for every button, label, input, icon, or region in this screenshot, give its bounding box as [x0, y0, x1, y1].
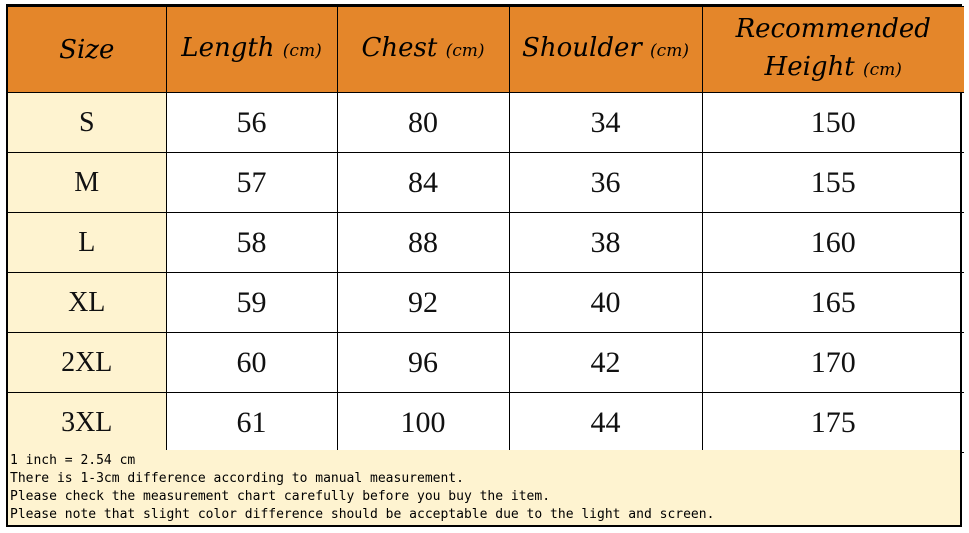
chest-cell: 92 [337, 273, 509, 333]
shoulder-cell: 36 [509, 153, 702, 213]
length-cell: 57 [166, 153, 337, 213]
table-row [8, 93, 964, 153]
size-chart [6, 4, 962, 527]
size-cell: 3XL [8, 393, 166, 453]
chest-cell: 100 [337, 393, 509, 453]
size-cell: XL [8, 273, 166, 333]
notes-panel [8, 450, 960, 525]
shoulder-cell: 34 [509, 93, 702, 153]
header-size [8, 7, 166, 93]
table-row [8, 153, 964, 213]
header-size-label: Size [59, 34, 115, 65]
height-cell: 170 [702, 333, 964, 393]
note-line: There is 1-3cm difference according to manual measurement. [10, 471, 464, 486]
height-cell: 175 [702, 393, 964, 453]
header-shoulder [509, 7, 702, 93]
height-cell: 155 [702, 153, 964, 213]
chest-cell: 84 [337, 153, 509, 213]
shoulder-cell: 44 [509, 393, 702, 453]
length-cell: 56 [166, 93, 337, 153]
table-row [8, 213, 964, 273]
header-row [8, 7, 964, 93]
chest-cell: 96 [337, 333, 509, 393]
header-length-unit: (cm) [282, 41, 322, 61]
note-line: Please note that slight color difference should be acceptable due to the light and screen. [10, 507, 715, 522]
header-shoulder-label: Shoulder [522, 33, 642, 63]
table-row [8, 333, 964, 393]
size-table [8, 6, 964, 453]
size-cell: M [8, 153, 166, 213]
size-cell: L [8, 213, 166, 273]
header-shoulder-unit: (cm) [650, 41, 689, 61]
shoulder-cell: 40 [509, 273, 702, 333]
header-height-unit: (cm) [863, 60, 902, 80]
header-chest-label: Chest [361, 33, 438, 63]
height-cell: 165 [702, 273, 964, 333]
table-row [8, 273, 964, 333]
shoulder-cell: 42 [509, 333, 702, 393]
header-chest [337, 7, 509, 93]
length-cell: 58 [166, 213, 337, 273]
height-cell: 160 [702, 213, 964, 273]
header-height-label: Recommended Height [735, 14, 931, 82]
note-line: 1 inch = 2.54 cm [10, 453, 136, 468]
length-cell: 60 [166, 333, 337, 393]
length-cell: 59 [166, 273, 337, 333]
chest-cell: 80 [337, 93, 509, 153]
header-length [166, 7, 337, 93]
note-line: Please check the measurement chart carefully before you buy the item. [10, 489, 551, 504]
size-cell: S [8, 93, 166, 153]
size-cell: 2XL [8, 333, 166, 393]
header-height [702, 7, 964, 93]
header-length-label: Length [181, 33, 275, 63]
length-cell: 61 [166, 393, 337, 453]
header-chest-unit: (cm) [445, 41, 485, 61]
chest-cell: 88 [337, 213, 509, 273]
height-cell: 150 [702, 93, 964, 153]
shoulder-cell: 38 [509, 213, 702, 273]
table-row [8, 393, 964, 453]
